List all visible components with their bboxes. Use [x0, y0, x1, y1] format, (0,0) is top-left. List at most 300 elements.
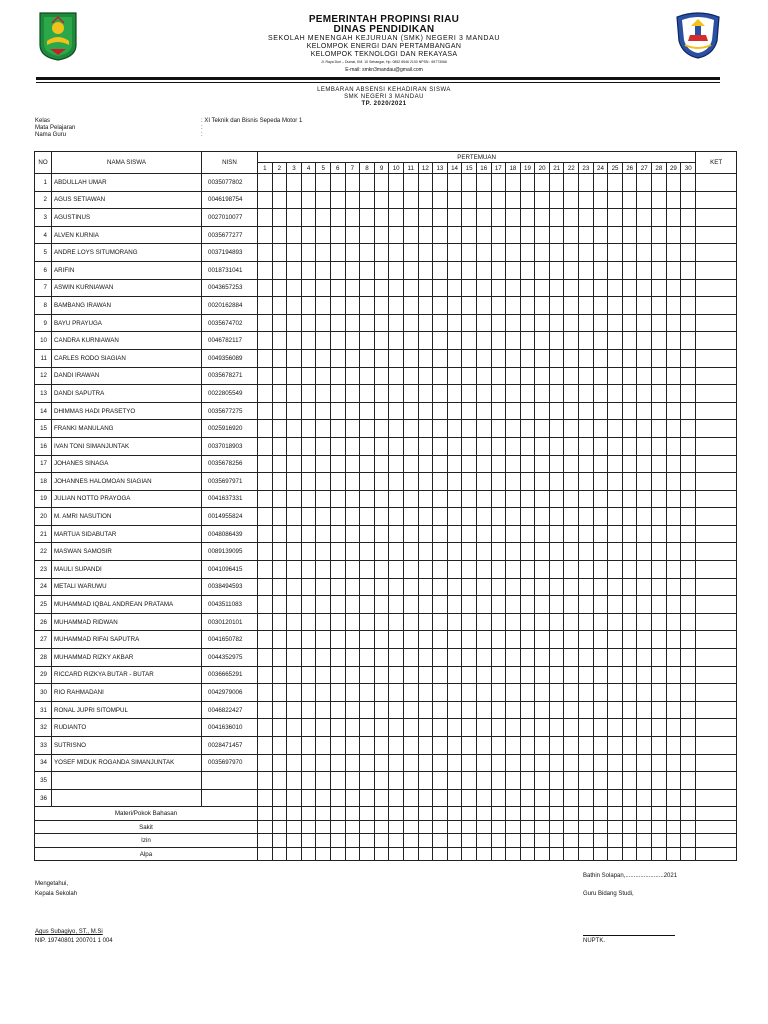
footer-cell: [287, 820, 302, 834]
attendance-cell: [418, 684, 433, 702]
attendance-cell: [360, 261, 375, 279]
attendance-cell: [593, 244, 608, 262]
footer-cell: [622, 847, 637, 861]
attendance-cell: [360, 174, 375, 192]
ket-cell: [696, 209, 737, 227]
student-name: DHIMMAS HADI PRASETYO: [52, 402, 202, 420]
attendance-cell: [360, 226, 375, 244]
attendance-cell: [301, 437, 316, 455]
attendance-cell: [637, 297, 652, 315]
attendance-cell: [462, 420, 477, 438]
attendance-cell: [681, 684, 696, 702]
attendance-cell: [447, 455, 462, 473]
attendance-cell: [652, 455, 667, 473]
table-row: [35, 525, 737, 543]
attendance-cell: [681, 772, 696, 790]
attendance-cell: [593, 226, 608, 244]
attendance-cell: [666, 367, 681, 385]
attendance-cell: [374, 191, 389, 209]
attendance-cell: [287, 349, 302, 367]
attendance-cell: [330, 596, 345, 614]
footer-cell: [506, 834, 521, 848]
attendance-cell: [491, 314, 506, 332]
attendance-cell: [666, 596, 681, 614]
attendance-cell: [652, 701, 667, 719]
attendance-cell: [520, 367, 535, 385]
attendance-cell: [520, 385, 535, 403]
attendance-cell: [258, 473, 273, 491]
attendance-cell: [622, 525, 637, 543]
attendance-cell: [476, 772, 491, 790]
attendance-cell: [476, 420, 491, 438]
footer-cell: [637, 834, 652, 848]
info-teacher-label: Nama Guru: [35, 132, 67, 138]
attendance-cell: [287, 754, 302, 772]
attendance-cell: [579, 402, 594, 420]
student-no: 14: [35, 402, 52, 420]
student-nisn: 0037194893: [202, 244, 258, 262]
attendance-cell: [258, 561, 273, 579]
attendance-cell: [462, 508, 477, 526]
student-name: DANDI IRAWAN: [52, 367, 202, 385]
attendance-cell: [681, 631, 696, 649]
attendance-cell: [608, 613, 623, 631]
attendance-cell: [593, 525, 608, 543]
attendance-cell: [345, 701, 360, 719]
attendance-cell: [579, 543, 594, 561]
ket-cell: [696, 261, 737, 279]
attendance-cell: [403, 455, 418, 473]
attendance-cell: [491, 596, 506, 614]
attendance-cell: [666, 261, 681, 279]
attendance-cell: [622, 684, 637, 702]
attendance-cell: [374, 613, 389, 631]
attendance-cell: [272, 297, 287, 315]
attendance-cell: [666, 543, 681, 561]
attendance-cell: [272, 473, 287, 491]
attendance-cell: [535, 455, 550, 473]
attendance-cell: [374, 701, 389, 719]
ket-cell: [696, 578, 737, 596]
attendance-cell: [637, 596, 652, 614]
header-meeting-number: 6: [330, 163, 345, 174]
attendance-cell: [564, 437, 579, 455]
header-meeting-number: 23: [579, 163, 594, 174]
attendance-cell: [258, 174, 273, 192]
attendance-cell: [316, 684, 331, 702]
attendance-cell: [476, 226, 491, 244]
attendance-cell: [403, 385, 418, 403]
header-meeting-number: 15: [462, 163, 477, 174]
student-nisn: 0049356089: [202, 349, 258, 367]
head-nip: NIP. 19740801 200701 1 004: [35, 938, 113, 944]
attendance-cell: [476, 174, 491, 192]
attendance-cell: [652, 789, 667, 807]
attendance-cell: [462, 578, 477, 596]
attendance-table: [34, 151, 737, 861]
table-row: [35, 332, 737, 350]
attendance-cell: [506, 666, 521, 684]
attendance-cell: [447, 490, 462, 508]
attendance-cell: [652, 261, 667, 279]
attendance-cell: [316, 385, 331, 403]
attendance-cell: [389, 209, 404, 227]
student-no: 3: [35, 209, 52, 227]
attendance-cell: [389, 261, 404, 279]
attendance-cell: [491, 402, 506, 420]
attendance-cell: [447, 561, 462, 579]
attendance-cell: [652, 684, 667, 702]
table-row: [35, 490, 737, 508]
footer-cell: [374, 820, 389, 834]
attendance-cell: [258, 596, 273, 614]
attendance-cell: [418, 719, 433, 737]
attendance-cell: [476, 754, 491, 772]
student-no: 30: [35, 684, 52, 702]
attendance-cell: [652, 191, 667, 209]
student-no: 32: [35, 719, 52, 737]
attendance-cell: [564, 754, 579, 772]
attendance-cell: [549, 561, 564, 579]
attendance-cell: [593, 561, 608, 579]
attendance-cell: [549, 402, 564, 420]
attendance-cell: [258, 420, 273, 438]
attendance-cell: [272, 367, 287, 385]
attendance-cell: [506, 596, 521, 614]
attendance-cell: [447, 596, 462, 614]
attendance-cell: [389, 174, 404, 192]
attendance-cell: [447, 367, 462, 385]
attendance-cell: [491, 279, 506, 297]
attendance-cell: [608, 261, 623, 279]
attendance-cell: [433, 174, 448, 192]
attendance-cell: [593, 473, 608, 491]
student-nisn: 0027010077: [202, 209, 258, 227]
attendance-cell: [345, 473, 360, 491]
attendance-cell: [622, 649, 637, 667]
table-row: [35, 719, 737, 737]
attendance-cell: [447, 174, 462, 192]
attendance-cell: [316, 666, 331, 684]
student-nisn: 0025916920: [202, 420, 258, 438]
attendance-cell: [258, 226, 273, 244]
attendance-cell: [462, 261, 477, 279]
attendance-cell: [330, 490, 345, 508]
attendance-cell: [491, 455, 506, 473]
attendance-cell: [608, 402, 623, 420]
attendance-cell: [506, 789, 521, 807]
attendance-cell: [258, 578, 273, 596]
footer-cell: [681, 847, 696, 861]
attendance-cell: [316, 473, 331, 491]
attendance-cell: [447, 314, 462, 332]
attendance-cell: [272, 666, 287, 684]
table-row: [35, 420, 737, 438]
footer-cell: [360, 820, 375, 834]
attendance-cell: [681, 191, 696, 209]
student-name: MUHAMMAD RIDWAN: [52, 613, 202, 631]
attendance-cell: [287, 666, 302, 684]
attendance-cell: [564, 244, 579, 262]
attendance-cell: [637, 279, 652, 297]
attendance-cell: [681, 226, 696, 244]
attendance-cell: [403, 772, 418, 790]
attendance-cell: [564, 261, 579, 279]
attendance-cell: [389, 490, 404, 508]
attendance-cell: [564, 402, 579, 420]
attendance-cell: [345, 332, 360, 350]
attendance-cell: [535, 701, 550, 719]
student-no: 10: [35, 332, 52, 350]
footer-cell: [622, 807, 637, 821]
ket-cell: [696, 314, 737, 332]
attendance-cell: [608, 244, 623, 262]
attendance-cell: [258, 701, 273, 719]
header-meeting-number: 4: [301, 163, 316, 174]
attendance-cell: [345, 314, 360, 332]
attendance-cell: [374, 754, 389, 772]
attendance-cell: [652, 508, 667, 526]
attendance-cell: [418, 332, 433, 350]
attendance-cell: [666, 631, 681, 649]
table-row: [35, 701, 737, 719]
footer-cell: [418, 807, 433, 821]
header-name: NAMA SISWA: [52, 152, 202, 174]
footer-cell: [476, 807, 491, 821]
student-no: 34: [35, 754, 52, 772]
attendance-cell: [622, 543, 637, 561]
attendance-cell: [535, 490, 550, 508]
attendance-cell: [447, 543, 462, 561]
footer-cell: [316, 820, 331, 834]
attendance-cell: [520, 191, 535, 209]
attendance-cell: [345, 385, 360, 403]
attendance-cell: [374, 174, 389, 192]
attendance-cell: [652, 649, 667, 667]
attendance-cell: [316, 596, 331, 614]
footer-cell: [476, 847, 491, 861]
attendance-cell: [447, 701, 462, 719]
attendance-cell: [433, 385, 448, 403]
ket-cell: [696, 279, 737, 297]
attendance-cell: [535, 737, 550, 755]
attendance-cell: [637, 314, 652, 332]
attendance-cell: [403, 437, 418, 455]
attendance-cell: [287, 789, 302, 807]
attendance-cell: [666, 455, 681, 473]
attendance-cell: [535, 402, 550, 420]
attendance-cell: [579, 261, 594, 279]
attendance-cell: [258, 543, 273, 561]
student-nisn: 0041650782: [202, 631, 258, 649]
attendance-cell: [258, 789, 273, 807]
attendance-cell: [608, 279, 623, 297]
student-no: 7: [35, 279, 52, 297]
footer-cell: [403, 834, 418, 848]
attendance-cell: [593, 789, 608, 807]
footer-cell: [652, 807, 667, 821]
attendance-cell: [301, 561, 316, 579]
attendance-cell: [403, 525, 418, 543]
student-no: 21: [35, 525, 52, 543]
footer-cell: [330, 820, 345, 834]
attendance-cell: [360, 385, 375, 403]
footer-cell: [316, 807, 331, 821]
attendance-cell: [330, 174, 345, 192]
teacher-title: Guru Bidang Studi,: [583, 891, 634, 897]
attendance-cell: [418, 314, 433, 332]
attendance-cell: [622, 455, 637, 473]
attendance-cell: [272, 508, 287, 526]
footer-cell: [360, 807, 375, 821]
attendance-cell: [258, 279, 273, 297]
attendance-cell: [272, 455, 287, 473]
attendance-cell: [403, 578, 418, 596]
attendance-cell: [272, 174, 287, 192]
attendance-cell: [301, 490, 316, 508]
attendance-cell: [330, 367, 345, 385]
attendance-cell: [418, 244, 433, 262]
attendance-cell: [476, 701, 491, 719]
attendance-cell: [564, 226, 579, 244]
attendance-cell: [301, 789, 316, 807]
attendance-cell: [433, 666, 448, 684]
attendance-cell: [287, 420, 302, 438]
attendance-cell: [330, 261, 345, 279]
attendance-cell: [564, 789, 579, 807]
student-no: 11: [35, 349, 52, 367]
student-name: M. AMRI NASUTION: [52, 508, 202, 526]
attendance-cell: [579, 332, 594, 350]
attendance-cell: [258, 367, 273, 385]
footer-cell: [593, 820, 608, 834]
attendance-cell: [593, 420, 608, 438]
student-no: 33: [35, 737, 52, 755]
attendance-cell: [447, 631, 462, 649]
attendance-cell: [564, 508, 579, 526]
footer-cell: [637, 847, 652, 861]
attendance-cell: [681, 314, 696, 332]
attendance-cell: [462, 244, 477, 262]
student-name: METALI WARUWU: [52, 578, 202, 596]
footer-cell: [345, 834, 360, 848]
footer-cell: [681, 820, 696, 834]
footer-cell: [608, 820, 623, 834]
attendance-cell: [637, 332, 652, 350]
attendance-cell: [403, 226, 418, 244]
attendance-cell: [506, 578, 521, 596]
attendance-cell: [666, 737, 681, 755]
table-header-row: [35, 152, 737, 163]
attendance-cell: [622, 279, 637, 297]
attendance-cell: [418, 737, 433, 755]
attendance-cell: [258, 490, 273, 508]
attendance-cell: [506, 754, 521, 772]
attendance-cell: [681, 174, 696, 192]
footer-cell: [316, 847, 331, 861]
attendance-cell: [374, 543, 389, 561]
table-row: [35, 613, 737, 631]
attendance-cell: [258, 332, 273, 350]
attendance-cell: [374, 684, 389, 702]
attendance-cell: [506, 226, 521, 244]
attendance-cell: [491, 525, 506, 543]
place-date: Bathin Solapan,.......................2021: [583, 873, 678, 879]
attendance-cell: [374, 508, 389, 526]
attendance-cell: [389, 754, 404, 772]
attendance-cell: [520, 261, 535, 279]
student-no: 17: [35, 455, 52, 473]
header-meetings: PERTEMUAN: [258, 152, 696, 163]
attendance-cell: [330, 191, 345, 209]
attendance-cell: [258, 191, 273, 209]
attendance-cell: [535, 649, 550, 667]
attendance-cell: [258, 402, 273, 420]
attendance-cell: [258, 525, 273, 543]
attendance-cell: [593, 684, 608, 702]
attendance-cell: [403, 631, 418, 649]
attendance-cell: [330, 754, 345, 772]
attendance-cell: [549, 261, 564, 279]
attendance-cell: [579, 525, 594, 543]
attendance-cell: [520, 437, 535, 455]
attendance-cell: [374, 737, 389, 755]
attendance-cell: [666, 772, 681, 790]
attendance-cell: [462, 701, 477, 719]
footer-cell: [258, 847, 273, 861]
footer-cell: [506, 807, 521, 821]
attendance-cell: [374, 649, 389, 667]
attendance-cell: [287, 578, 302, 596]
attendance-cell: [345, 455, 360, 473]
attendance-cell: [666, 349, 681, 367]
attendance-cell: [579, 473, 594, 491]
header-meeting-number: 11: [403, 163, 418, 174]
attendance-cell: [345, 174, 360, 192]
attendance-cell: [316, 754, 331, 772]
attendance-cell: [579, 226, 594, 244]
attendance-cell: [403, 737, 418, 755]
attendance-cell: [593, 649, 608, 667]
footer-cell: [462, 847, 477, 861]
table-row: [35, 244, 737, 262]
table-row: [35, 737, 737, 755]
ket-cell: [696, 490, 737, 508]
attendance-cell: [579, 191, 594, 209]
header-meeting-number: 17: [491, 163, 506, 174]
attendance-cell: [418, 649, 433, 667]
attendance-cell: [418, 385, 433, 403]
attendance-cell: [593, 349, 608, 367]
attendance-cell: [666, 174, 681, 192]
attendance-cell: [258, 737, 273, 755]
footer-cell: [637, 807, 652, 821]
attendance-cell: [549, 349, 564, 367]
attendance-cell: [666, 613, 681, 631]
table-row: [35, 349, 737, 367]
table-row: [35, 508, 737, 526]
student-no: 9: [35, 314, 52, 332]
attendance-cell: [433, 226, 448, 244]
attendance-cell: [681, 789, 696, 807]
attendance-cell: [652, 279, 667, 297]
attendance-cell: [316, 226, 331, 244]
attendance-cell: [360, 596, 375, 614]
student-no: 36: [35, 789, 52, 807]
footer-cell: [462, 820, 477, 834]
student-name: CANDRA KURNIAWAN: [52, 332, 202, 350]
attendance-cell: [447, 754, 462, 772]
